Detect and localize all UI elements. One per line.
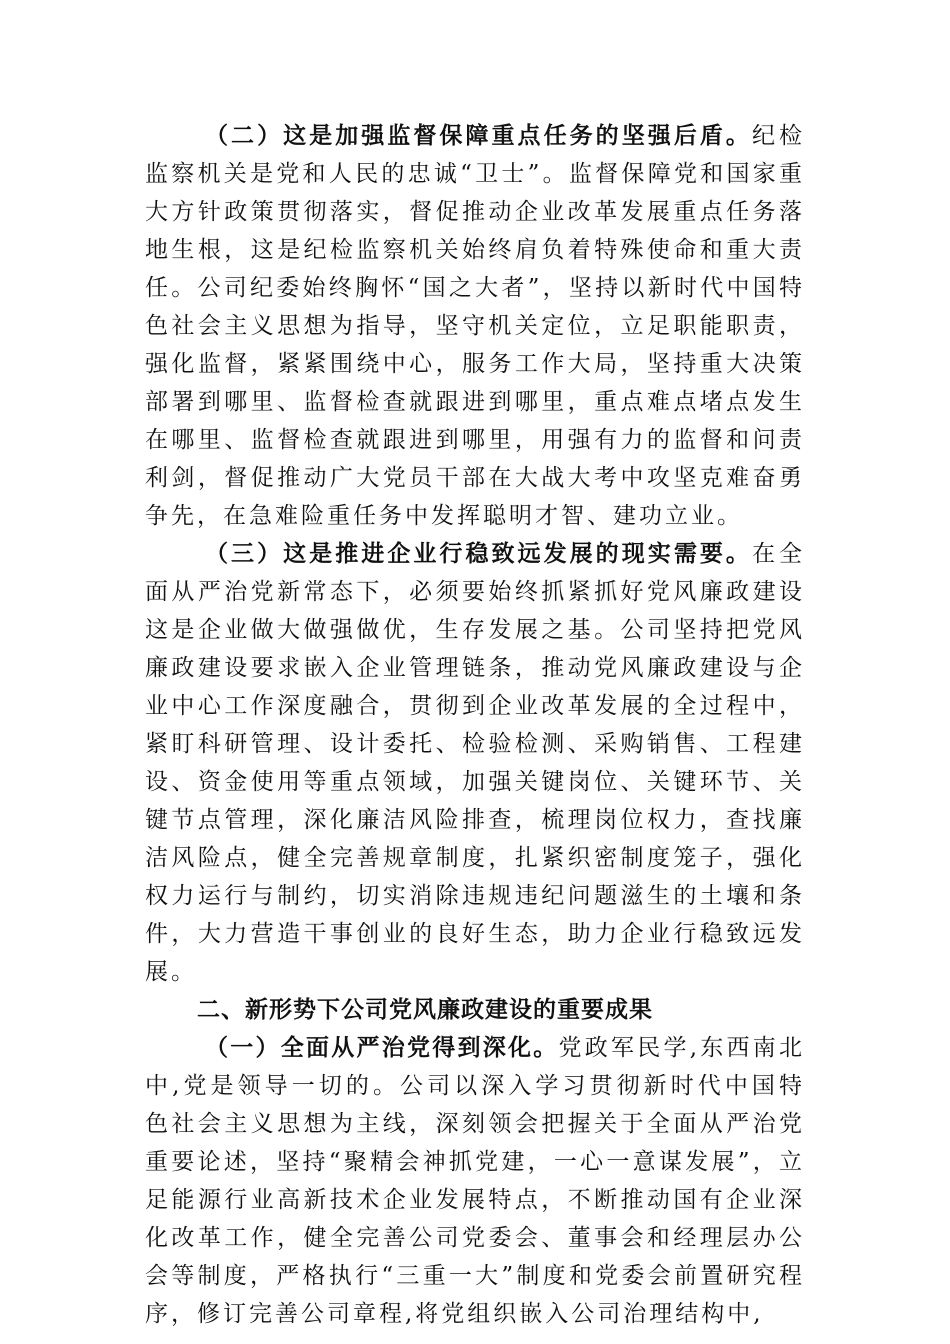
paragraph-enterprise-development xyxy=(145,535,805,991)
paragraph-body: 在全面从严治党新常态下，必须要始终抓紧抓好党风廉政建设这是企业做大做强做优，生存发展之基。公司坚持把党风廉政建设要求嵌入企业管理链条，推动党风廉政建设与企业中心工作深度融合，贯彻到企业改革发展的全过程中，紧盯科研管理、设计委托、检验检测、采购销售、工程建设、资金使用等重点领域，加强关键岗位、关键环节、关键节点管理，深化廉洁风险排查，梳理岗位权力，查找廉洁风险点，健全完善规章制度，扎紧织密制度笼子，强化权力运行与制约，切实消除违规违纪问题滋生的土壤和条件，大力营造干事创业的良好生态，助力企业行稳致远发展。 xyxy=(145,541,806,985)
document-page xyxy=(145,117,805,1333)
paragraph-lead: （二）这是加强监督保障重点任务的坚强后盾。 xyxy=(205,123,752,149)
section-heading: 二、新形势下公司党风廉政建设的重要成果 xyxy=(197,997,653,1023)
paragraph-body: 党政军民学,东西南北中,党是领导一切的。公司以深入学习贯彻新时代中国特色社会主义思想为主线，深刻领会把握关于全面从严治党重要论述，坚持“聚精会神抓党建，一心一意谋发展”，立足能源行业高新技术企业发展特点，不断推动国有企业深化改革工作，健全完善公司党委会、董事会和经理层办公会等制度，严格执行“三重一大”制度和党委会前置研究程序，修订完善公司章程,将党组织嵌入公司治理结构中, xyxy=(145,1035,806,1327)
paragraph-party-governance xyxy=(145,1029,805,1333)
paragraph-lead: （一）全面从严治党得到深化。 xyxy=(205,1035,559,1061)
paragraph-supervision-guarantee xyxy=(145,117,805,535)
paragraph-body: 纪检监察机关是党和人民的忠诚“卫士”。监督保障党和国家重大方针政策贯彻落实，督促推动企业改革发展重点任务落地生根，这是纪检监察机关始终肩负着特殊使命和重大责任。公司纪委始终胸怀“国之大者”，坚持以新时代中国特色社会主义思想为指导，坚守机关定位，立足职能职责，强化监督，紧紧围绕中心，服务工作大局，坚持重大决策部署到哪里、监督检查就跟进到哪里，重点难点堵点发生在哪里、监督检查就跟进到哪里，用强有力的监督和问责利剑，督促推动广大党员干部在大战大考中攻坚克难奋勇争先，在急难险重任务中发挥聪明才智、建功立业。 xyxy=(145,123,806,529)
paragraph-lead: （三）这是推进企业行稳致远发展的现实需要。 xyxy=(205,541,752,567)
